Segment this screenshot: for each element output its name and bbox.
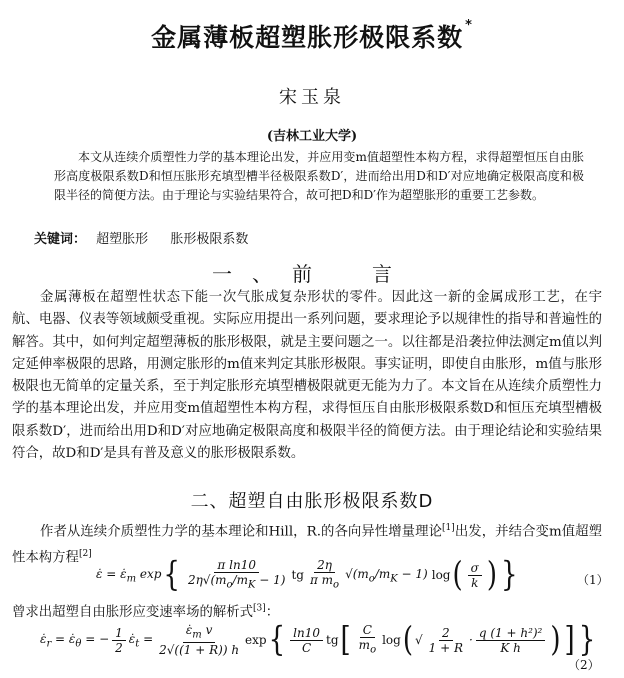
affiliation: (吉林工业大学)	[266, 129, 358, 144]
equation-2: $\varepsiloṅ_r$ = $\varepsiloṅ_\theta$ = − $\frac{1}{2}$ $\varepsiloṅ_t$ = $\frac{\varepsiloṅ_m v}{2√((1 + R)) h}$ exp { $\frac{\ln 10}{C}$ tg [ $\frac{C}{m_o}$ log ( √ $\frac{2}{1 + R}$ · $\frac{\text{q (1 + h²)²}}{\text{K h}}$ ) ] }	[40, 620, 596, 660]
after-equation-text	[12, 601, 279, 620]
abstract: 本文从连续介质塑性力学的基本理论出发，并应用变m值超塑性本构方程，求得超塑恒压自由胀形高度极限系数D和恒压胀形充填型槽半径极限系数D′，进而给出用D和D′对应地确定极限高度和极限半径的简便方法。由于理论与实验结果符合，故可把D和D′作为超塑胀形的重要工艺参数。	[54, 150, 584, 202]
section2-text-cont: 出发，并结合变m值超塑性本构方程	[12, 524, 602, 566]
title-text: 金属薄板超塑胀形极限系数	[151, 23, 464, 52]
keywords	[34, 228, 266, 247]
citation-ref: [2]	[78, 549, 92, 560]
keyword-item: 超塑胀形	[96, 232, 149, 247]
citation-ref: [3]	[253, 603, 266, 614]
equation-2-number: （2）	[568, 658, 600, 672]
equation-1: ε̇ = $\varepsiloṅ_m$ exp { $\frac{\text{π ln10}}{2\eta√(m_o/m_K - 1)}$ tg $\frac{2\eta}{\pi m_o}$ $√(m_o/m_K - 1)$ log ( $\frac{\sigma}{k}$ ) }	[96, 555, 518, 595]
after-equation-sentence: 曾求出超塑自由胀形应变速率场的解析式	[12, 605, 254, 620]
paper-title	[0, 18, 624, 54]
section-heading-intro: 一、前 言	[212, 262, 412, 286]
title-footnote-mark: *	[465, 18, 473, 33]
keyword-item: 胀形极限系数	[170, 232, 249, 247]
section2-text: 作者从连续介质塑性力学的基本理论和Hill，R.的各向异性增量理论	[40, 524, 443, 540]
after-equation-colon: ：	[265, 605, 280, 620]
keywords-label: 关键词：	[34, 232, 87, 247]
citation-ref: [1]	[442, 523, 455, 533]
author-name: 宋玉泉	[279, 87, 345, 108]
equation-1-number: （1）	[577, 573, 609, 587]
section-heading-free-bulging: 二、超塑自由胀形极限系数D	[190, 491, 434, 512]
intro-paragraph: 金属薄板在超塑性状态下能一次气胀成复杂形状的零件。因此这一新的金属成形工艺，在宇航、电器、仪表等领域颇受重视。实际应用提出一系列问题，要求理论予以规律性的指导和普遍性的解答。其中，如何判定超塑薄板的胀形极限，就是主要问题之一。以往都是沿袭拉伸法测定m值以判定延伸率极限的思路，用测定胀形的m值来判定其胀形极限。事实证明，即使自由胀形，m值与胀形极限也无简单的定量关系，至于判定胀形充填型槽极限就更无能为力了。本文旨在从连续介质塑性力学的基本理论出发，并应用变m值超塑性本构方程，求得恒压自由胀形极限系数D和恒压充填型槽极限系数D′，进而给出用D和D′对应地确定极限高度和极限半径的简便方法。由于理论结论和实验结果符合，故D和D′是具有普及意义的胀形极限系数。	[12, 290, 602, 462]
